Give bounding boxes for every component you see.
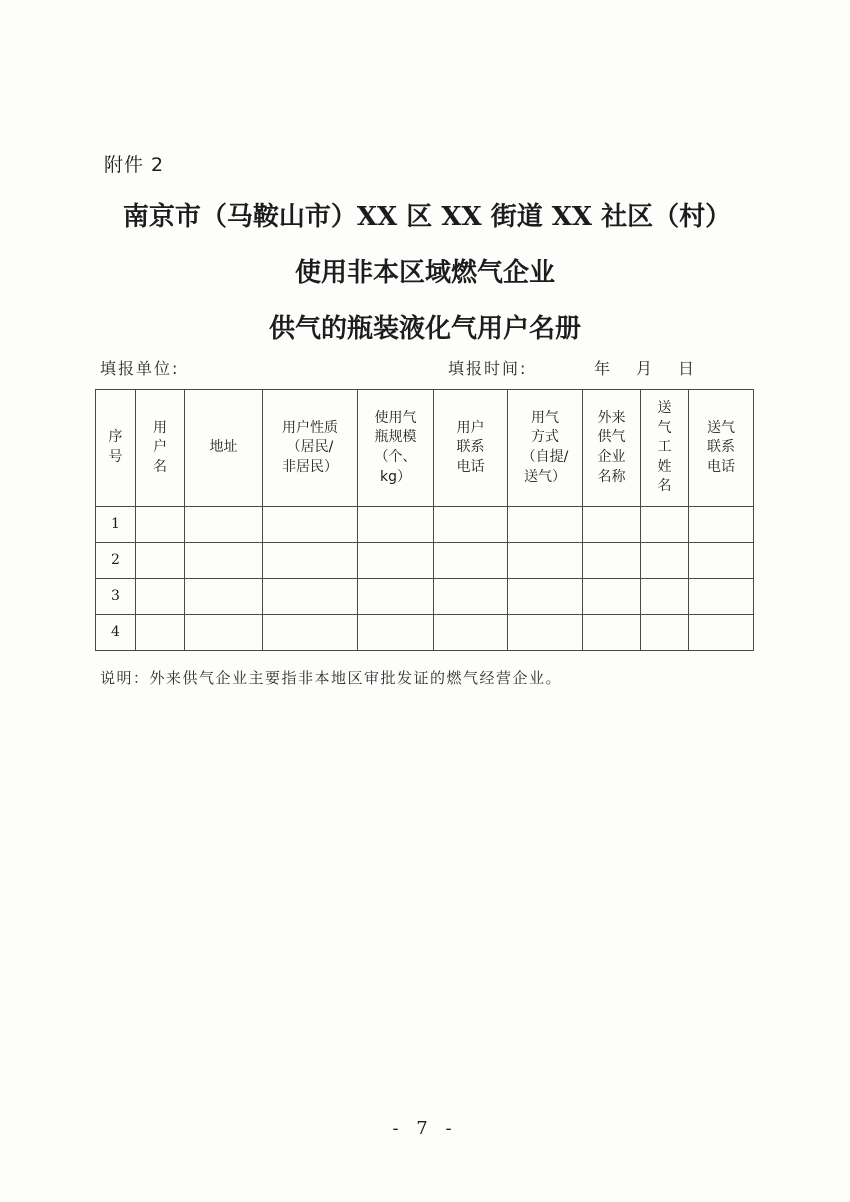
table-cell-serial: 3 — [96, 579, 136, 615]
table-cell — [263, 543, 358, 579]
table-cell — [508, 543, 583, 579]
header-serial-number: 序 号 — [96, 390, 136, 507]
reporting-unit-label: 填报单位: — [100, 359, 180, 378]
table-cell — [185, 507, 263, 543]
table-cell — [583, 543, 641, 579]
table-cell — [358, 579, 434, 615]
header-user-type: 用户性质 （居民/ 非居民） — [263, 390, 358, 507]
table-cell — [136, 543, 185, 579]
title-line-2: 使用非本区域燃气企业 — [294, 258, 555, 288]
table-cell-serial: 2 — [96, 543, 136, 579]
title-line-1: 南京市（马鞍山市）XX 区 XX 街道 XX 社区（村） — [122, 202, 732, 232]
table-cell — [689, 579, 754, 615]
year-label: 年 — [594, 359, 611, 378]
table-cell — [263, 615, 358, 651]
header-user-name: 用 户 名 — [136, 390, 185, 507]
day-label: 日 — [678, 359, 695, 378]
header-cylinder-scale: 使用气 瓶规模 （个、 kg） — [358, 390, 434, 507]
reporting-time-label: 填报时间: — [448, 359, 528, 378]
reporting-date-fields — [594, 356, 720, 379]
table-cell — [508, 615, 583, 651]
title-line-3: 供气的瓶装液化气用户名册 — [268, 314, 581, 344]
table-cell — [185, 543, 263, 579]
table-cell — [689, 615, 754, 651]
table-cell — [583, 615, 641, 651]
table-cell — [136, 579, 185, 615]
table-cell — [583, 579, 641, 615]
table-cell — [689, 543, 754, 579]
table-row — [96, 579, 754, 615]
table-cell — [434, 615, 508, 651]
table-cell — [185, 579, 263, 615]
header-user-phone: 用户 联系 电话 — [434, 390, 508, 507]
table-cell — [583, 507, 641, 543]
table-cell-serial: 4 — [96, 615, 136, 651]
table-row — [96, 543, 754, 579]
table-cell — [136, 615, 185, 651]
table-cell — [689, 507, 754, 543]
header-courier-phone: 送气 联系 电话 — [689, 390, 754, 507]
table-cell — [358, 507, 434, 543]
table-cell — [508, 579, 583, 615]
month-label: 月 — [636, 359, 653, 378]
table-cell — [508, 507, 583, 543]
table-cell — [641, 543, 689, 579]
table-cell — [434, 543, 508, 579]
header-gas-method: 用气 方式 （自提/ 送气） — [508, 390, 583, 507]
table-cell — [641, 507, 689, 543]
attachment-label: 附件 2 — [104, 154, 165, 176]
table-cell — [434, 579, 508, 615]
table-row — [96, 507, 754, 543]
table-cell-serial: 1 — [96, 507, 136, 543]
page-number: - 7 - — [392, 1118, 458, 1139]
table-cell — [263, 507, 358, 543]
table-row — [96, 615, 754, 651]
table-cell — [641, 579, 689, 615]
table-cell — [641, 615, 689, 651]
header-courier-name: 送 气 工 姓 名 — [641, 390, 689, 507]
table-cell — [263, 579, 358, 615]
table-cell — [434, 507, 508, 543]
table-cell — [185, 615, 263, 651]
table-cell — [358, 615, 434, 651]
explanatory-note: 说明：外来供气企业主要指非本地区审批发证的燃气经营企业。 — [100, 669, 563, 687]
table-header-row — [96, 390, 754, 507]
table-cell — [358, 543, 434, 579]
header-supplier-name: 外来 供气 企业 名称 — [583, 390, 641, 507]
header-address: 地址 — [185, 390, 263, 507]
user-register-table — [95, 389, 754, 651]
table-cell — [136, 507, 185, 543]
